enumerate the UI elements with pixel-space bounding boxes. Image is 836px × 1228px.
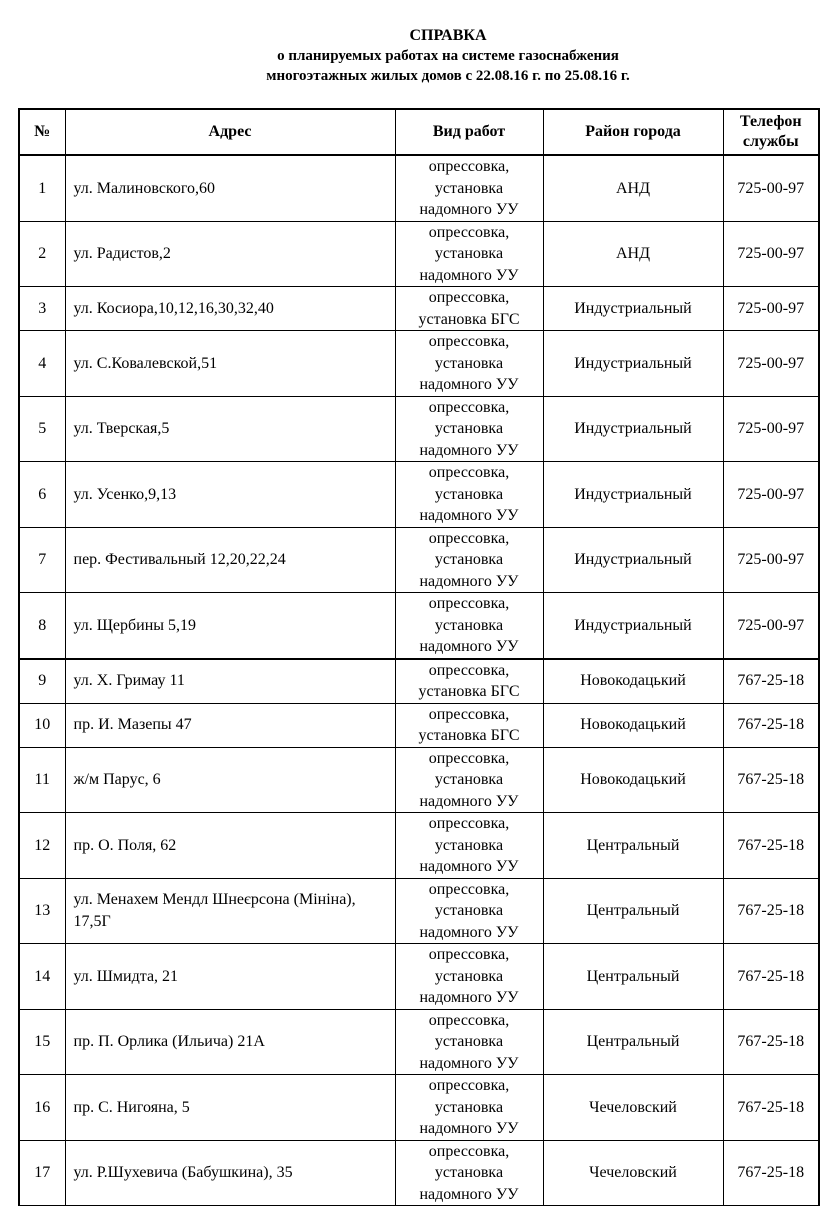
work-line: надомного УУ (419, 507, 519, 524)
cell-num: 3 (19, 287, 65, 331)
cell-phone: 767-25-18 (723, 1140, 819, 1206)
work-line: надомного УУ (419, 572, 519, 590)
cell-phone: 767-25-18 (723, 1075, 819, 1141)
cell-address: ул. С.Ковалевской,51 (65, 331, 395, 397)
cell-address: ул. Радистов,2 (65, 221, 395, 287)
work-line: установка (434, 1098, 504, 1116)
document-title: СПРАВКА (409, 27, 487, 44)
work-line: опрессовка, (428, 705, 510, 723)
cell-district: Индустриальный (543, 287, 723, 331)
work-line: установка (434, 616, 504, 634)
work-line: надомного УУ (419, 1120, 519, 1137)
cell-address: пр. С. Нигояна, 5 (65, 1075, 395, 1141)
work-line: надомного УУ (419, 989, 519, 1006)
cell-phone: 725-00-97 (723, 593, 819, 659)
cell-district: АНД (543, 221, 723, 287)
cell-work (395, 221, 543, 287)
work-line: установка (434, 551, 504, 568)
table-row (19, 331, 819, 397)
cell-address: пр. П. Орлика (Ильича) 21А (65, 1009, 395, 1075)
cell-num: 11 (19, 747, 65, 813)
cell-work (395, 593, 543, 659)
work-line: установка (434, 902, 504, 919)
table-row (19, 944, 819, 1010)
work-line: опрессовка, (428, 464, 510, 481)
cell-address: ул. Р.Шухевича (Бабушкина), 35 (65, 1140, 395, 1206)
cell-address: ул. Менахем Мендл Шнеєрсона (Мiнiна), 17,5Г (65, 878, 395, 944)
work-line: установка БГС (418, 727, 520, 744)
work-line: установка (434, 836, 504, 854)
cell-num: 1 (19, 155, 65, 221)
work-line: опрессовка, (428, 946, 510, 963)
cell-phone: 767-25-18 (723, 944, 819, 1010)
work-line: опрессовка, (428, 398, 510, 416)
table-row (19, 659, 819, 704)
cell-work (395, 1140, 543, 1206)
work-line: надомного УУ (419, 638, 519, 655)
work-line: установка (434, 485, 504, 503)
cell-work (395, 703, 543, 747)
cell-work (395, 944, 543, 1010)
table-row (19, 527, 819, 593)
work-line: надомного УУ (419, 923, 519, 941)
work-line: надомного УУ (419, 266, 519, 284)
cell-district: Чечеловский (543, 1140, 723, 1206)
cell-work (395, 747, 543, 813)
cell-num: 9 (19, 659, 65, 704)
cell-district: Индустриальный (543, 462, 723, 528)
work-line: опрессовка, (428, 333, 510, 350)
table-row (19, 813, 819, 879)
cell-phone: 725-00-97 (723, 527, 819, 593)
cell-address: пр. И. Мазепы 47 (65, 703, 395, 747)
work-line: опрессовка, (428, 661, 510, 679)
work-line: надомного УУ (419, 1054, 519, 1072)
cell-district: Новокодацький (543, 747, 723, 813)
column-header-district: Район города (543, 109, 723, 155)
document-header (0, 26, 836, 86)
cell-phone: 725-00-97 (723, 221, 819, 287)
cell-work (395, 878, 543, 944)
cell-district: Центральный (543, 944, 723, 1010)
cell-num: 17 (19, 1140, 65, 1206)
cell-work (395, 1009, 543, 1075)
cell-num: 14 (19, 944, 65, 1010)
cell-work (395, 462, 543, 528)
work-line: установка (434, 245, 504, 262)
cell-num: 5 (19, 396, 65, 462)
cell-work (395, 527, 543, 593)
work-line: опрессовка, (428, 223, 510, 241)
cell-num: 6 (19, 462, 65, 528)
cell-phone: 725-00-97 (723, 396, 819, 462)
cell-address: пер. Фестивальный 12,20,22,24 (65, 527, 395, 593)
cell-phone: 725-00-97 (723, 331, 819, 397)
table-row (19, 1140, 819, 1206)
cell-address: пр. О. Поля, 62 (65, 813, 395, 879)
cell-num: 7 (19, 527, 65, 593)
cell-work (395, 287, 543, 331)
table-row (19, 1075, 819, 1141)
work-line: установка (434, 771, 504, 788)
table-row (19, 1009, 819, 1075)
table-row (19, 155, 819, 221)
table-row (19, 287, 819, 331)
work-line: опрессовка, (428, 158, 510, 175)
column-header-address: Адрес (65, 109, 395, 155)
document-subtitle-line2: многоэтажных жилых домов с 22.08.16 г. по 25.08.16 г. (266, 68, 630, 84)
work-line: установка (434, 967, 504, 985)
cell-district: Центральный (543, 1009, 723, 1075)
cell-address: ул. Шмидта, 21 (65, 944, 395, 1010)
cell-work (395, 155, 543, 221)
column-header-work: Вид работ (395, 109, 543, 155)
table-row (19, 878, 819, 944)
cell-num: 13 (19, 878, 65, 944)
cell-num: 2 (19, 221, 65, 287)
table-row (19, 703, 819, 747)
cell-district: Индустриальный (543, 527, 723, 593)
cell-num: 8 (19, 593, 65, 659)
cell-address: ул. Косиора,10,12,16,30,32,40 (65, 287, 395, 331)
work-line: установка БГС (418, 310, 520, 328)
work-line: опрессовка, (428, 289, 510, 306)
cell-phone: 725-00-97 (723, 155, 819, 221)
cell-phone: 767-25-18 (723, 878, 819, 944)
cell-district: Новокодацький (543, 703, 723, 747)
table-body (19, 155, 819, 1206)
table-header-row (19, 109, 819, 155)
work-line: установка БГС (418, 683, 520, 700)
work-line: установка (434, 420, 504, 437)
cell-phone: 725-00-97 (723, 287, 819, 331)
work-line: опрессовка, (428, 815, 510, 832)
cell-district: Центральный (543, 878, 723, 944)
cell-address: ул. Тверская,5 (65, 396, 395, 462)
cell-district: Чечеловский (543, 1075, 723, 1141)
cell-address: ул. Х. Гримау 11 (65, 659, 395, 704)
table-row (19, 396, 819, 462)
work-line: опрессовка, (428, 749, 510, 767)
cell-address: ул. Усенко,9,13 (65, 462, 395, 528)
column-header-phone (723, 109, 819, 155)
cell-phone: 767-25-18 (723, 813, 819, 879)
work-line: установка (434, 354, 504, 372)
work-line: опрессовка, (428, 1077, 510, 1094)
cell-district: Индустриальный (543, 396, 723, 462)
table-row (19, 747, 819, 813)
work-line: установка (434, 179, 504, 197)
work-line: надомного УУ (419, 858, 519, 875)
cell-work (395, 813, 543, 879)
work-line: установка (434, 1164, 504, 1181)
work-line: опрессовка, (428, 880, 510, 898)
cell-district: Индустриальный (543, 593, 723, 659)
cell-district: Новокодацький (543, 659, 723, 704)
work-line: надомного УУ (419, 201, 519, 218)
cell-phone: 767-25-18 (723, 747, 819, 813)
cell-work (395, 1075, 543, 1141)
cell-district: АНД (543, 155, 723, 221)
work-line: надомного УУ (419, 1185, 519, 1203)
work-line: опрессовка, (428, 595, 510, 612)
table-row (19, 462, 819, 528)
cell-phone: 767-25-18 (723, 659, 819, 704)
cell-num: 12 (19, 813, 65, 879)
table-row (19, 221, 819, 287)
cell-work (395, 659, 543, 704)
cell-phone: 767-25-18 (723, 703, 819, 747)
work-line: опрессовка, (428, 529, 510, 547)
cell-phone: 725-00-97 (723, 462, 819, 528)
cell-district: Центральный (543, 813, 723, 879)
table-row (19, 593, 819, 659)
cell-num: 10 (19, 703, 65, 747)
cell-work (395, 331, 543, 397)
work-line: надомного УУ (419, 441, 519, 459)
cell-work (395, 396, 543, 462)
work-line: надомного УУ (419, 376, 519, 393)
column-header-num: № (19, 109, 65, 155)
cell-num: 4 (19, 331, 65, 397)
cell-district: Индустриальный (543, 331, 723, 397)
document-subtitle-line1: о планируемых работах на системе газоснабжения (277, 48, 619, 64)
work-line: установка (434, 1033, 504, 1050)
column-header-phone-line1: Телефон (739, 113, 802, 130)
cell-address: ж/м Парус, 6 (65, 747, 395, 813)
works-table (18, 108, 820, 1206)
work-line: надомного УУ (419, 792, 519, 810)
cell-address: ул. Малиновского,60 (65, 155, 395, 221)
cell-num: 16 (19, 1075, 65, 1141)
cell-address: ул. Щербины 5,19 (65, 593, 395, 659)
cell-num: 15 (19, 1009, 65, 1075)
work-line: опрессовка, (428, 1011, 510, 1029)
work-line: опрессовка, (428, 1142, 510, 1160)
cell-phone: 767-25-18 (723, 1009, 819, 1075)
column-header-phone-line2: службы (742, 133, 799, 150)
